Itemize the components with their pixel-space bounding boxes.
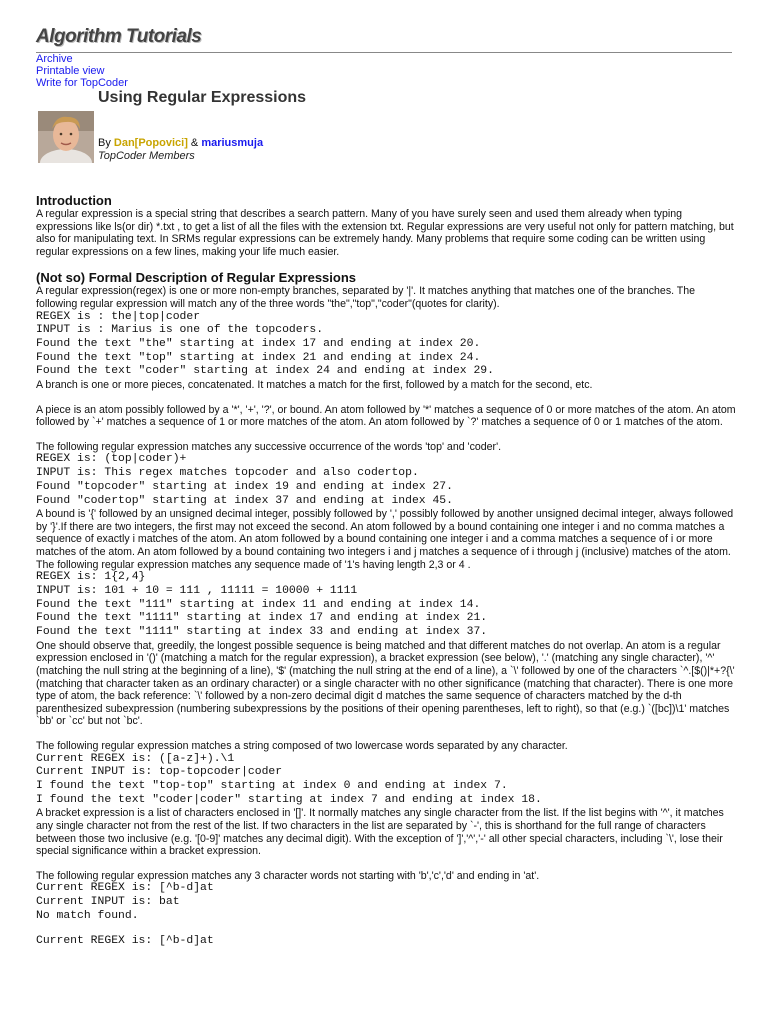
- paragraph: A piece is an atom possibly followed by a '*', '+', '?', or bound. An atom followed by '*' matches a sequence of 0 or more matches of the atom. An atom followed by `+' matches a sequence of 1 or more matches of the atom. An atom followed by `?' matches a sequence of 0 or 1 matches of the atom.: [36, 403, 736, 429]
- formal-heading: (Not so) Formal Description of Regular Expressions: [36, 270, 356, 286]
- code-line: Found the text "top" starting at index 21 and ending at index 24.: [36, 351, 481, 364]
- paragraph: The following regular expression matches any 3 character words not starting with 'b','c','d' and ending in 'at'.: [36, 869, 540, 882]
- intro-heading: Introduction: [36, 193, 112, 208]
- printable-view-link[interactable]: Printable view: [36, 65, 105, 77]
- byline-prefix: By: [98, 137, 114, 149]
- paragraph: The following regular expression matches any successive occurrence of the words 'top' and 'coder'.: [36, 440, 502, 453]
- paragraph: One should observe that, greedily, the longest possible sequence is being matched and that different matches do not overlap. An atom is a regular expression enclosed in '()' (matching a match for the regular expression), a bracket expression (see below), '.' (matching any single character), '^' (matching the null string at the beginning of a line), '$' (matching the null string at the end of a line), a `\' followed by one of the characters `^.[$()|*+?{\' (matching that character taken as an ordinary character) or a single character with no other significance (matching that character). There is one more type of atom, the back reference: `\' followed by a non-zero decimal digit d matches the same sequence of characters matched by the d-th parenthesized subexpression (numbering subexpressions by the positions of their opening parentheses, left to right), so that (e.g.) `([bc])\1' matches `bb' or `cc' but not `bc'.: [36, 639, 735, 728]
- write-for-topcoder-link[interactable]: Write for TopCoder: [36, 77, 128, 89]
- paragraph: A bracket expression is a list of characters enclosed in '[]'. It normally matches any single character from the list. If the list begins with '^', it matches any single character not from the rest of the list. If two characters in the list are separated by `-', this is shorthand for the full range of characters between those two inclusive (e.g. '[0-9]' matches any decimal digit). With the exception of ']','^','-' all other special characters, including `\', lose their special significance within a bracket expression.: [36, 807, 724, 858]
- code-line: Current INPUT is: top-topcoder|coder: [36, 766, 283, 779]
- code-line: REGEX is: 1{2,4}: [36, 571, 146, 584]
- header-divider: [36, 52, 732, 53]
- paragraph: A branch is one or more pieces, concatenated. It matches a match for the first, followed by a match for the second, etc.: [36, 379, 593, 392]
- intro-paragraph: A regular expression is a special string that describes a search pattern. Many of you have surely seen and used them already when typing expressions like ls(or dir) *.txt , to get a list of all the files with the extension txt. Regular expressions are very useful not only for pattern matching, but also for manipulating text. In SRMs regular expressions can be extremely handy. Many problems that require some coding can be written using regular expressions on a few lines, making your life much easier.: [36, 208, 734, 258]
- code-line: Current REGEX is: [^b-d]at: [36, 882, 214, 895]
- code-line: INPUT is : Marius is one of the topcoders.: [36, 324, 324, 337]
- site-logo[interactable]: Algorithm Tutorials: [36, 26, 202, 47]
- code-block: [36, 311, 736, 380]
- code-line: REGEX is: (top|coder)+: [36, 453, 187, 466]
- code-block: [36, 753, 736, 808]
- author-link-dan[interactable]: Dan[Popovici]: [113, 137, 188, 149]
- code-line: Found the text "coder" starting at index 24 and ending at index 29.: [36, 365, 494, 378]
- paragraph: The following regular expression matches a string composed of two lowercase words separated by any character.: [36, 739, 568, 752]
- members-label: TopCoder Members: [98, 150, 195, 162]
- code-line: Current INPUT is: bat: [36, 895, 180, 908]
- code-line: Found "codertop" starting at index 37 and ending at index 45.: [36, 494, 453, 507]
- byline: [98, 137, 263, 163]
- code-line: INPUT is: This regex matches topcoder and also codertop.: [36, 467, 419, 480]
- article-title: Using Regular Expressions: [98, 89, 307, 106]
- paragraph: A regular expression(regex) is one or more non-empty branches, separated by '|'. It matches anything that matches one of the branches. The following regular expression will match any of the three words "the","top","coder"(quotes for clarity).: [36, 285, 696, 310]
- code-line: Found the text "1111" starting at index 33 and ending at index 37.: [36, 626, 488, 639]
- code-block: [36, 571, 736, 640]
- code-line: Found the text "1111" starting at index 17 and ending at index 21.: [36, 612, 488, 625]
- code-line: I found the text "top-top" starting at index 0 and ending at index 7.: [36, 779, 508, 792]
- paragraph: A bound is '{' followed by an unsigned decimal integer, possibly followed by ',' possibly followed by another unsigned decimal integer, always followed by '}'.If there are two integers, the first may not exceed the second. An atom followed by a bound containing one integer i and no comma matches a sequence of exactly i matches of the atom. An atom followed by a bound containing one integer i and a comma matches a sequence of i or more matches of the atom. An atom followed by a bound containing two integers i and j matches a sequence of i through j (inclusive) matches of the atom. The following regular expression matches any sequence made of '1's having length 2,3 or 4 .: [36, 508, 734, 571]
- author-photo: [38, 111, 94, 163]
- code-line: REGEX is : the|top|coder: [36, 310, 201, 323]
- byline-amp: &: [187, 137, 202, 149]
- archive-link[interactable]: Archive: [36, 53, 73, 65]
- author-link-marius[interactable]: mariusmuja: [201, 137, 264, 149]
- code-line: Found the text "111" starting at index 11 and ending at index 14.: [36, 598, 481, 611]
- code-line: Found "topcoder" starting at index 19 and ending at index 27.: [36, 480, 453, 493]
- code-line: I found the text "coder|coder" starting at index 7 and ending at index 18.: [36, 793, 542, 806]
- code-line: No match found.: [36, 909, 139, 922]
- code-block: [36, 453, 736, 508]
- code-line: Current REGEX is: ([a-z]+).\1: [36, 752, 235, 765]
- code-block: [36, 882, 736, 923]
- code-line: INPUT is: 101 + 10 = 111 , 11111 = 10000 + 1111: [36, 584, 358, 597]
- code-block: [36, 935, 736, 949]
- code-line: Found the text "the" starting at index 17 and ending at index 20.: [36, 337, 481, 350]
- code-line: Current REGEX is: [^b-d]at: [36, 935, 214, 948]
- header-links: [36, 53, 128, 89]
- article-body: [36, 193, 736, 949]
